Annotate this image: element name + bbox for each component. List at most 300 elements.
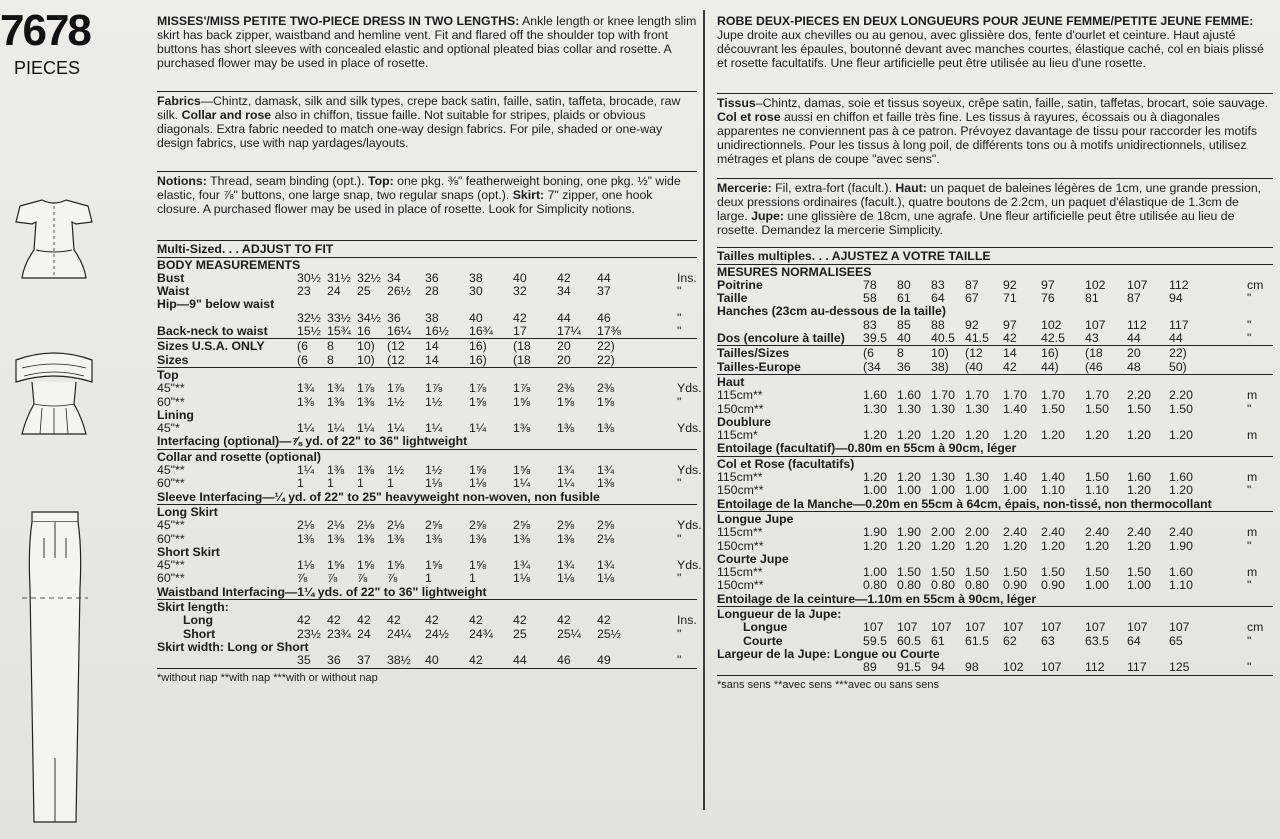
- fr-unit-label: m: [1247, 428, 1258, 443]
- fr-value-cell: 1.20: [965, 428, 989, 443]
- fr-value-cell: 1.00: [863, 483, 887, 498]
- fr-value-cell: 1.20: [1169, 428, 1193, 443]
- fr-value-cell: 43: [1085, 331, 1099, 345]
- en-fabrics-text: —Chintz, damask, silk and silk types, crepe back satin, faille, satin, taffeta, brocade, raw silk.: [157, 94, 681, 122]
- en-value-cell: 25½: [597, 626, 621, 641]
- en-multi-sized: Multi-Sized. . . ADJUST TO FIT: [157, 242, 334, 256]
- en-value-cell: 44: [557, 310, 571, 325]
- en-row-label: 45"*: [157, 421, 180, 436]
- fr-value-cell: 1.70: [1003, 388, 1027, 403]
- en-row-label: Short: [183, 626, 216, 641]
- fr-value-cell: 112: [1169, 277, 1189, 292]
- fr-value-cell: 2.40: [1085, 525, 1109, 540]
- fr-unit-label: cm: [1247, 620, 1264, 635]
- en-value-cell: 34½: [357, 310, 381, 325]
- en-yardage-head: Lining: [157, 407, 194, 422]
- fr-table-row: [717, 305, 1273, 318]
- en-value-cell: 22): [597, 339, 615, 354]
- en-table-row: [157, 325, 697, 338]
- en-value-cell: 1¼: [513, 476, 531, 491]
- en-value-cell: 1: [357, 476, 364, 491]
- en-collar-text: also in chiffon, tissue faille. Not suitable for stripes, plaids or obvious diagonals. Extra fabric needed to match one-way design fabrics. For pile, shaded or one-way design fabrics, use with nap yardages/layouts.: [157, 108, 663, 150]
- fr-value-cell: 112: [1085, 660, 1105, 675]
- fr-value-cell: 1.20: [1003, 428, 1027, 443]
- fr-value-cell: 2.20: [1169, 388, 1193, 403]
- en-value-cell: 32: [513, 284, 527, 299]
- en-value-cell: 1⅜: [597, 476, 615, 491]
- fr-yardage-line: Entoilage de la ceinture—1.10m en 55cm à 90cm, léger: [717, 591, 1037, 606]
- en-value-cell: ⅞: [327, 571, 338, 586]
- en-table-row: [157, 381, 702, 396]
- en-value-cell: 14: [425, 352, 439, 367]
- fr-value-cell: 1.30: [931, 470, 955, 484]
- en-unit-label: ": [677, 653, 682, 668]
- fr-table-row: [717, 319, 1273, 332]
- fr-value-cell: (12: [965, 346, 983, 361]
- en-value-cell: 1: [425, 571, 432, 586]
- en-value-cell: 1⅜: [357, 463, 375, 477]
- en-unit-label: Yds.: [677, 518, 702, 533]
- en-value-cell: 10): [357, 352, 375, 367]
- en-notions-c: 7" zipper, one hook closure. A purchased flower may be used in place of rosette. Look for Simplicity notions.: [157, 188, 653, 216]
- en-value-cell: 38½: [387, 653, 411, 668]
- en-value-cell: 1: [469, 571, 476, 586]
- en-unit-label: ": [677, 531, 682, 546]
- fr-value-cell: 1.50: [1085, 401, 1109, 416]
- fr-value-cell: (46: [1085, 359, 1103, 374]
- fr-table-row: [717, 579, 1273, 592]
- en-value-cell: 1: [297, 476, 304, 491]
- fr-value-cell: 38): [931, 359, 949, 374]
- fr-value-cell: 1.20: [1169, 483, 1193, 498]
- en-value-cell: 1⅜: [425, 531, 443, 546]
- fr-value-cell: 42.5: [1041, 331, 1065, 345]
- en-value-cell: (18: [513, 352, 531, 367]
- fr-value-cell: 92: [965, 317, 979, 332]
- fr-top-label: Haut:: [895, 181, 927, 195]
- fr-value-cell: 1.20: [1127, 538, 1151, 553]
- en-yardage-line: Waistband Interfacing—1¼ yds. of 22" to 36" lightweight: [157, 584, 487, 599]
- en-value-cell: 1⅜: [297, 531, 315, 546]
- en-value-cell: 1¼: [297, 421, 315, 436]
- fr-table-row: [717, 361, 1273, 374]
- fr-row-label: 115cm**: [717, 388, 763, 403]
- en-intro: [157, 14, 697, 70]
- fr-yardage-head: Longue Jupe: [717, 511, 794, 526]
- en-value-cell: 40: [469, 310, 483, 325]
- fr-notions-a: Fil, extra-fort (facult.).: [775, 181, 892, 195]
- en-value-cell: 34: [387, 270, 401, 285]
- fr-value-cell: 1.10: [1169, 578, 1193, 593]
- fr-table-row: [717, 332, 1273, 345]
- en-unit-label: Yds.: [677, 421, 702, 436]
- top-back-sketch-icon: [12, 192, 96, 290]
- fr-row-label: 150cm**: [717, 538, 764, 553]
- fr-value-cell: (18: [1085, 346, 1103, 361]
- en-value-cell: 1¾: [297, 381, 315, 396]
- en-value-cell: 2⅝: [425, 518, 443, 533]
- fr-value-cell: 44: [1169, 331, 1183, 345]
- en-top-label: Top:: [367, 174, 394, 188]
- en-value-cell: 1½: [425, 394, 443, 409]
- fr-unit-label: m: [1247, 565, 1258, 580]
- fr-row-label: 115cm**: [717, 470, 763, 484]
- fr-value-cell: 1.60: [897, 388, 921, 403]
- fr-row-label: Longue: [743, 620, 788, 635]
- fr-skirt-width: Largeur de la Jupe: Longue ou Courte: [717, 646, 940, 661]
- fr-value-cell: 107: [1169, 620, 1190, 635]
- en-rule-6: [157, 367, 697, 368]
- en-value-cell: 1⅜: [557, 421, 575, 436]
- fr-value-cell: 1.50: [965, 565, 989, 580]
- fr-value-cell: 87: [1127, 291, 1141, 306]
- fr-value-cell: 44: [1127, 331, 1141, 345]
- fr-value-cell: 50): [1169, 359, 1187, 374]
- fr-table-row: [717, 635, 1273, 648]
- fr-value-cell: 88: [931, 317, 945, 332]
- en-value-cell: 36: [327, 653, 341, 668]
- fr-value-cell: 1.50: [1127, 565, 1151, 580]
- fr-notions-b: un paquet de baleines légères de 1cm, une grande pression, deux pressions ordinaires (facult.), quatre boutons de 2.2cm, un paquet d'élastique de 1.3cm de large.: [717, 181, 1262, 223]
- en-fabrics-label: Fabrics: [157, 94, 201, 108]
- fr-value-cell: 67: [965, 291, 979, 306]
- en-value-cell: 37: [597, 284, 611, 299]
- en-value-cell: 2⅝: [469, 518, 487, 533]
- fr-unit-label: ": [1247, 633, 1252, 648]
- en-table-row: [157, 533, 697, 546]
- en-notions-label: Notions:: [157, 174, 207, 188]
- fr-value-cell: 1.20: [931, 428, 955, 443]
- fr-intro: [717, 14, 1273, 70]
- fr-row-label: 150cm**: [717, 483, 764, 498]
- fr-value-cell: 87: [965, 277, 979, 292]
- en-value-cell: 1½: [387, 394, 405, 409]
- en-value-cell: 24¼: [387, 626, 411, 641]
- en-value-cell: 1¾: [327, 381, 345, 396]
- en-row-label: Sizes: [157, 352, 189, 367]
- fr-value-cell: 60.5: [897, 633, 921, 648]
- fr-notions-c: une glissière de 18cm, une agrafe. Une fleur artificielle peut être utilisée au lieu de rosette. Demandez la mercerie Simplicity.: [717, 209, 1235, 237]
- en-value-cell: 1¾: [597, 558, 615, 573]
- fr-value-cell: 61.5: [965, 633, 989, 648]
- en-value-cell: 1⅝: [469, 394, 487, 409]
- fr-value-cell: 1.00: [965, 483, 989, 498]
- fr-value-cell: 1.50: [1041, 401, 1065, 416]
- fr-value-cell: 1.70: [965, 388, 989, 403]
- en-unit-label: Ins.: [677, 270, 697, 285]
- en-unit-label: ": [677, 310, 682, 325]
- fr-rule-1: [717, 93, 1273, 94]
- fr-table-row: [717, 292, 1273, 305]
- fr-value-cell: 125: [1169, 660, 1190, 675]
- fr-value-cell: 107: [1041, 620, 1062, 635]
- en-value-cell: 25¼: [557, 626, 581, 641]
- fr-value-cell: 61: [931, 633, 945, 648]
- en-table-row: [157, 354, 697, 367]
- column-divider: [703, 10, 705, 810]
- en-table-row: [157, 463, 702, 477]
- en-value-cell: (12: [387, 339, 405, 354]
- en-value-cell: 42: [513, 310, 527, 325]
- fr-value-cell: 0.80: [965, 578, 989, 593]
- fr-value-cell: 10): [931, 346, 949, 361]
- fr-table-row: [717, 403, 1273, 416]
- en-value-cell: 16¼: [387, 324, 411, 338]
- fr-value-cell: 98: [965, 660, 979, 675]
- en-value-cell: 16): [469, 339, 487, 354]
- fr-yardage-head: Doublure: [717, 414, 771, 429]
- fr-row-label: 150cm**: [717, 401, 764, 416]
- en-value-cell: 1⅜: [327, 394, 345, 409]
- en-unit-label: ": [677, 284, 682, 299]
- en-unit-label: ": [677, 476, 682, 491]
- fr-value-cell: 64: [931, 291, 945, 306]
- fr-value-cell: 61: [897, 291, 911, 306]
- en-value-cell: 20: [557, 339, 571, 354]
- en-value-cell: 1⅜: [513, 531, 531, 546]
- en-value-cell: 36: [425, 270, 439, 285]
- en-unit-label: ": [677, 626, 682, 641]
- en-value-cell: 23¾: [327, 626, 351, 641]
- fr-value-cell: 1.50: [1085, 470, 1109, 484]
- fr-table-row: [717, 389, 1273, 402]
- en-value-cell: 1⅜: [327, 463, 345, 477]
- fr-value-cell: 1.20: [1085, 428, 1109, 443]
- en-skirt-label: Skirt:: [512, 188, 545, 202]
- fr-value-cell: 36: [897, 359, 911, 374]
- fr-value-cell: 107: [1127, 277, 1148, 292]
- en-row-label: 60"**: [157, 571, 185, 586]
- en-value-cell: 1¼: [357, 421, 375, 436]
- en-unit-label: ": [677, 571, 682, 586]
- fr-value-cell: 63.5: [1085, 633, 1109, 648]
- fr-footnote: *sans sens **avec sens ***avec ou sans sens: [717, 679, 939, 692]
- en-value-cell: 33½: [327, 310, 351, 325]
- fr-value-cell: 22): [1169, 346, 1187, 361]
- en-value-cell: 1¼: [297, 463, 315, 477]
- en-collar-label: Collar and rose: [181, 108, 272, 122]
- fr-value-cell: 1.20: [1127, 483, 1151, 498]
- en-value-cell: 1⅜: [387, 531, 405, 546]
- en-value-cell: 17¼: [557, 324, 581, 338]
- en-value-cell: 36: [387, 310, 401, 325]
- fr-value-cell: 81: [1085, 291, 1099, 306]
- fr-table-row: [717, 621, 1273, 634]
- fr-value-cell: 1.50: [1085, 565, 1109, 580]
- fr-value-cell: 1.60: [1127, 470, 1151, 484]
- en-value-cell: 44: [597, 270, 611, 285]
- fr-value-cell: 102: [1085, 277, 1106, 292]
- fr-collar-label: Col et rose: [717, 110, 781, 124]
- fr-value-cell: 1.50: [1127, 401, 1151, 416]
- en-row-label: Waist: [157, 284, 190, 299]
- fr-fabrics-text: –Chintz, damas, soie et tissus soyeux, crêpe satin, faille, satin, taffetas, brocart, soie sauvage.: [755, 96, 1269, 110]
- en-value-cell: 32½: [297, 310, 321, 325]
- fr-value-cell: 1.10: [1085, 483, 1109, 498]
- en-value-cell: 1⅝: [425, 558, 443, 573]
- en-value-cell: 1⅛: [425, 476, 443, 491]
- en-value-cell: 1⅛: [513, 571, 531, 586]
- fr-value-cell: 107: [1085, 620, 1106, 635]
- en-value-cell: ⅞: [357, 571, 368, 586]
- fr-value-cell: 16): [1041, 346, 1059, 361]
- fr-unit-label: m: [1247, 388, 1258, 403]
- en-value-cell: 1¾: [557, 558, 575, 573]
- fr-value-cell: 1.30: [965, 401, 989, 416]
- en-value-cell: 1½: [425, 463, 443, 477]
- en-value-cell: 40: [425, 653, 439, 668]
- fr-row-label: 115cm**: [717, 565, 763, 580]
- fr-value-cell: (34: [863, 359, 881, 374]
- en-value-cell: 1⅝: [469, 558, 487, 573]
- en-table-row: [157, 396, 697, 409]
- en-notions-a: Thread, seam binding (opt.).: [210, 174, 365, 188]
- fr-value-cell: 1.00: [1127, 578, 1151, 593]
- fr-value-cell: 62: [1003, 633, 1017, 648]
- en-table-row: [157, 614, 697, 627]
- en-value-cell: 42: [469, 613, 483, 628]
- en-value-cell: 2⅝: [557, 518, 575, 533]
- en-value-cell: 42: [425, 613, 439, 628]
- fr-yardage-line: Entoilage de la Manche—0.20m en 55cm à 64cm, épais, non-tissé, non thermocollant: [717, 496, 1212, 511]
- fr-notions-label: Mercerie:: [717, 181, 772, 195]
- fr-rule-5: [717, 345, 1273, 346]
- fr-table-row: [717, 429, 1273, 442]
- en-unit-label: Yds.: [677, 558, 702, 573]
- fr-value-cell: 40.5: [931, 331, 955, 345]
- fr-value-cell: 1.20: [1085, 538, 1109, 553]
- fr-value-cell: 89: [863, 660, 877, 675]
- en-value-cell: (12: [387, 352, 405, 367]
- fr-description: Jupe droite aux chevilles ou au genou, avec glissière dos, fente d'ourlet et ceinture. Haut ajusté découvrant les épaules, boutonné devant avec manches courtes, élastique caché, col en biais plissé et rosette facultatifs. Une fleur artificielle peut être utilisée au lieu d'une rosette.: [717, 28, 1264, 70]
- fr-value-cell: 2.40: [1127, 525, 1151, 540]
- fr-unit-label: ": [1247, 660, 1252, 675]
- fr-value-cell: 71: [1003, 291, 1017, 306]
- en-value-cell: 1⅝: [387, 558, 405, 573]
- fr-value-cell: 1.20: [897, 428, 921, 443]
- fr-value-cell: 1.20: [897, 538, 921, 553]
- fr-skirt-width-row: [717, 661, 1273, 674]
- fr-multi-sized: Tailles multiples. . . AJUSTEZ A VOTRE TAILLE: [717, 249, 991, 263]
- en-value-cell: 37: [357, 653, 371, 668]
- fr-unit-label: ": [1247, 331, 1252, 345]
- fr-value-cell: 1.20: [897, 470, 921, 484]
- en-value-cell: 1⅜: [357, 531, 375, 546]
- en-table-row: [157, 572, 697, 585]
- fr-value-cell: 1.50: [931, 565, 955, 580]
- en-value-cell: 8: [327, 339, 334, 354]
- fr-value-cell: 117: [1169, 317, 1189, 332]
- en-row-label: 45"**: [157, 558, 185, 573]
- fr-value-cell: 42: [1003, 359, 1017, 374]
- fr-value-cell: 107: [1003, 620, 1024, 635]
- en-rule-y: [157, 504, 697, 505]
- en-value-cell: 49: [597, 653, 611, 668]
- fr-value-cell: 107: [1041, 660, 1062, 675]
- fr-value-cell: 1.70: [1085, 388, 1109, 403]
- fr-table-row: [717, 347, 1273, 360]
- fr-value-cell: 2.40: [1003, 525, 1027, 540]
- en-rule-end: [157, 668, 697, 669]
- fr-value-cell: 1.20: [1041, 428, 1065, 443]
- en-value-cell: 1¼: [425, 421, 443, 436]
- fr-value-cell: 94: [1169, 291, 1183, 306]
- en-value-cell: 2⅜: [597, 381, 615, 396]
- fr-value-cell: 83: [863, 317, 877, 332]
- fr-value-cell: 0.90: [1041, 578, 1065, 593]
- fr-value-cell: 65: [1169, 633, 1183, 648]
- fr-yardage-line: Entoilage (facultatif)—0.80m en 55cm à 90cm, léger: [717, 441, 1017, 456]
- fr-unit-label: ": [1247, 483, 1252, 498]
- en-value-cell: 16½: [425, 324, 449, 338]
- en-value-cell: 40: [513, 270, 527, 285]
- fr-value-cell: 1.50: [897, 565, 921, 580]
- pattern-number: 7678: [0, 6, 90, 55]
- en-table-row: [157, 285, 697, 298]
- fr-value-cell: 1.20: [863, 538, 887, 553]
- fr-value-cell: 97: [1041, 277, 1055, 292]
- fr-value-cell: 112: [1127, 317, 1147, 332]
- fr-value-cell: 41.5: [965, 331, 989, 345]
- fr-value-cell: 40: [897, 331, 911, 345]
- fr-row-label: Taille: [717, 291, 748, 306]
- fr-value-cell: 1.00: [931, 483, 955, 498]
- fr-value-cell: 2.20: [1127, 388, 1151, 403]
- en-value-cell: 1⅜: [297, 394, 315, 409]
- en-value-cell: 1¾: [557, 463, 575, 477]
- fr-unit-label: ": [1247, 317, 1252, 332]
- en-row-label: Bust: [157, 270, 185, 285]
- en-footnote: *without nap **with nap ***with or without nap: [157, 672, 378, 685]
- fr-row-label: Tailles/Sizes: [717, 346, 790, 361]
- fr-row-label: Hanches (23cm au-dessous de la taille): [717, 304, 946, 319]
- en-value-cell: 46: [597, 310, 611, 325]
- en-value-cell: 1⅞: [469, 381, 487, 396]
- fr-table-row: [717, 526, 1273, 539]
- en-value-cell: 16¾: [469, 324, 493, 338]
- fr-value-cell: 1.50: [1169, 401, 1193, 416]
- fr-value-cell: 1.90: [863, 525, 887, 540]
- en-value-cell: 28: [425, 284, 439, 299]
- en-value-cell: 10): [357, 339, 375, 354]
- fr-yardage-head: Col et Rose (facultatifs): [717, 456, 855, 471]
- fr-row-label: Poitrine: [717, 277, 763, 292]
- en-value-cell: 2⅜: [557, 381, 575, 396]
- fr-table-row: [717, 566, 1273, 579]
- en-value-cell: 1½: [387, 463, 405, 477]
- fr-table-row: [717, 540, 1273, 553]
- en-value-cell: 42: [357, 613, 371, 628]
- fr-value-cell: 117: [1127, 660, 1147, 675]
- en-value-cell: 23½: [297, 626, 321, 641]
- en-row-label: Long: [183, 613, 214, 628]
- fr-table-row: [717, 279, 1273, 292]
- en-value-cell: 38: [469, 270, 483, 285]
- fr-row-label: Tailles-Europe: [717, 359, 801, 374]
- en-value-cell: 1⅜: [557, 531, 575, 546]
- fr-body-measurements: MESURES NORMALISEES: [717, 264, 872, 279]
- en-value-cell: 1⅛: [469, 476, 487, 491]
- en-value-cell: 16: [357, 324, 371, 338]
- en-value-cell: ⅞: [387, 571, 398, 586]
- fr-row-label: Courte: [743, 633, 783, 648]
- skirt-back-sketch-icon: [22, 508, 88, 828]
- fr-rule-end: [717, 675, 1273, 676]
- fr-value-cell: 44): [1041, 359, 1059, 374]
- fr-value-cell: 1.00: [1085, 578, 1109, 593]
- en-table-row: [157, 628, 697, 641]
- en-value-cell: 24¾: [469, 626, 493, 641]
